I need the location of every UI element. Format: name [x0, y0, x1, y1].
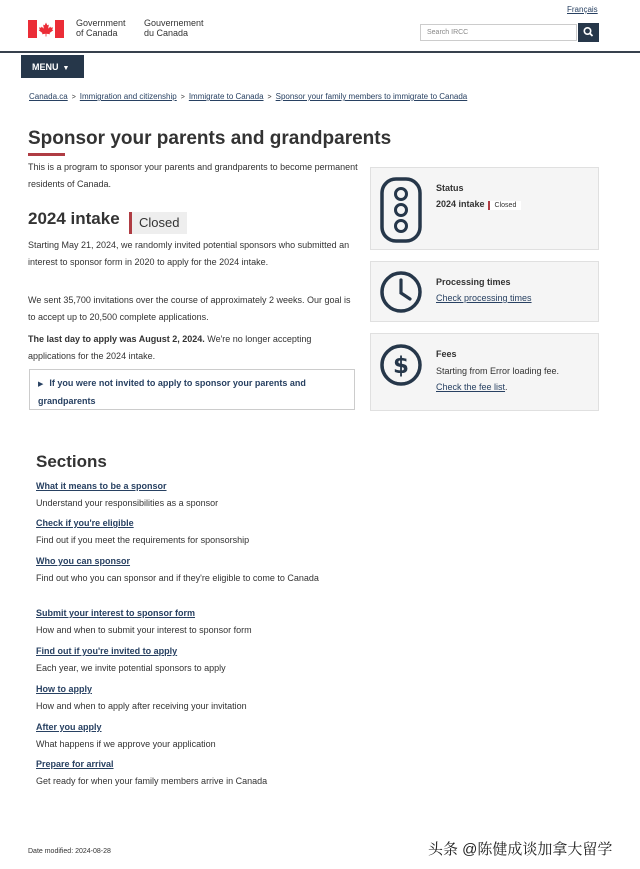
chevron-down-icon: ▼ — [62, 65, 70, 72]
status-badge: Closed — [129, 212, 187, 234]
search-icon — [578, 23, 599, 42]
details-summary-text: If you were not invited to apply to sponsor your parents and grandparents — [38, 378, 306, 406]
gov-fr-line2: du Canada — [144, 28, 189, 38]
gov-fr-line1: Gouvernement — [144, 18, 204, 28]
fees-link-line — [436, 379, 508, 395]
section-desc-what-it-means: Understand your responsibilities as a sponsor — [36, 498, 219, 508]
chevron-right-icon: > — [180, 94, 185, 101]
menu-label: MENU — [32, 62, 59, 72]
gov-en-line2: of Canada — [76, 28, 118, 38]
breadcrumb-link-immigration[interactable]: Immigration and citizenship — [79, 92, 177, 101]
canada-flag-icon[interactable] — [28, 20, 64, 38]
menu-button[interactable] — [21, 55, 84, 78]
intake-paragraph-1: Starting May 21, 2024, we randomly invited potential sponsors who submitted an interest to sponsor form in 2020 to apply for the 2024 intake. — [28, 240, 350, 267]
title-underline — [28, 153, 65, 156]
section-desc-how-to-apply: How and when to apply after receiving your invitation — [36, 701, 247, 711]
gov-name-english[interactable] — [76, 18, 126, 38]
section-link-how-to-apply[interactable]: How to apply — [36, 684, 92, 694]
status-title: Status — [436, 183, 464, 193]
fees-text: Starting from Error loading fee. — [436, 366, 560, 376]
watermark: 头条 @陈健成谈加拿大留学 — [428, 841, 613, 858]
intro-text: This is a program to sponsor your parents and grandparents to become permanent residents of Canada. — [28, 162, 358, 189]
section-link-after-you-apply[interactable]: After you apply — [36, 722, 102, 732]
caret-right-icon: ▶ — [38, 381, 44, 388]
gov-name-french[interactable] — [144, 18, 204, 38]
section-desc-after-you-apply: What happens if we approve your application — [36, 739, 216, 749]
svg-text:$: $ — [392, 353, 410, 379]
fees-link-period: . — [505, 382, 508, 392]
section-desc-who-you-can-sponsor: Find out who you can sponsor and if they're eligible to come to Canada — [36, 573, 319, 583]
header-divider — [0, 51, 640, 53]
fees-title: Fees — [436, 349, 457, 359]
dollar-icon — [379, 343, 423, 387]
section-desc-prepare-arrival: Get ready for when your family members arrive in Canada — [36, 776, 268, 786]
status-badge-small: Closed — [488, 201, 522, 210]
check-fee-list-link[interactable]: Check the fee list — [436, 382, 506, 392]
status-label: 2024 intake — [436, 199, 485, 209]
search-input[interactable]: Search IRCC — [420, 24, 577, 41]
section-desc-eligibility: Find out if you meet the requirements for sponsorship — [36, 535, 250, 545]
date-modified: Date modified: 2024-08-28 — [28, 848, 111, 855]
section-link-prepare-arrival[interactable]: Prepare for arrival — [36, 759, 114, 769]
breadcrumb-link-immigrate[interactable]: Immigrate to Canada — [188, 92, 264, 101]
traffic-light-icon — [379, 177, 423, 243]
status-line — [436, 199, 521, 210]
breadcrumb — [29, 92, 467, 101]
section-link-eligibility[interactable]: Check if you're eligible — [36, 518, 134, 528]
status-panel — [370, 167, 599, 250]
processing-times-panel — [370, 261, 599, 322]
sections-heading: Sections — [36, 452, 107, 471]
section-link-who-you-can-sponsor[interactable]: Who you can sponsor — [36, 556, 131, 566]
section-link-what-it-means[interactable]: What it means to be a sponsor — [36, 481, 167, 491]
intake-paragraph-2: We sent 35,700 invitations over the course of approximately 2 weeks. Our goal is to accept up to 20,500 complete applications. — [28, 295, 351, 322]
language-toggle-link[interactable]: Français — [567, 5, 598, 14]
deadline-text: The last day to apply was August 2, 2024. — [28, 334, 205, 344]
intake-heading: 2024 intake — [28, 209, 120, 228]
processing-title: Processing times — [436, 277, 511, 287]
gov-en-line1: Government — [76, 18, 126, 28]
section-desc-submit-interest: How and when to submit your interest to sponsor form — [36, 625, 252, 635]
chevron-right-icon: > — [71, 94, 76, 101]
deadline-note: We're no longer accepting applications for the 2024 intake. — [28, 334, 312, 361]
search-button[interactable] — [578, 23, 599, 42]
section-link-submit-interest[interactable]: Submit your interest to sponsor form — [36, 608, 196, 618]
section-desc-find-out-invited: Each year, we invite potential sponsors to apply — [36, 663, 226, 673]
intake-paragraph-3 — [28, 331, 358, 364]
clock-icon — [379, 270, 423, 314]
breadcrumb-link-canada[interactable]: Canada.ca — [29, 92, 68, 101]
not-invited-details[interactable] — [29, 369, 355, 410]
chevron-right-icon: > — [267, 94, 272, 101]
fees-panel — [370, 333, 599, 411]
page-title: Sponsor your parents and grandparents — [28, 128, 392, 149]
section-link-find-out-invited[interactable]: Find out if you're invited to apply — [36, 646, 178, 656]
check-processing-times-link[interactable]: Check processing times — [436, 293, 532, 303]
breadcrumb-link-sponsor-family[interactable]: Sponsor your family members to immigrate to Canada — [275, 92, 468, 101]
processing-text — [436, 290, 532, 306]
